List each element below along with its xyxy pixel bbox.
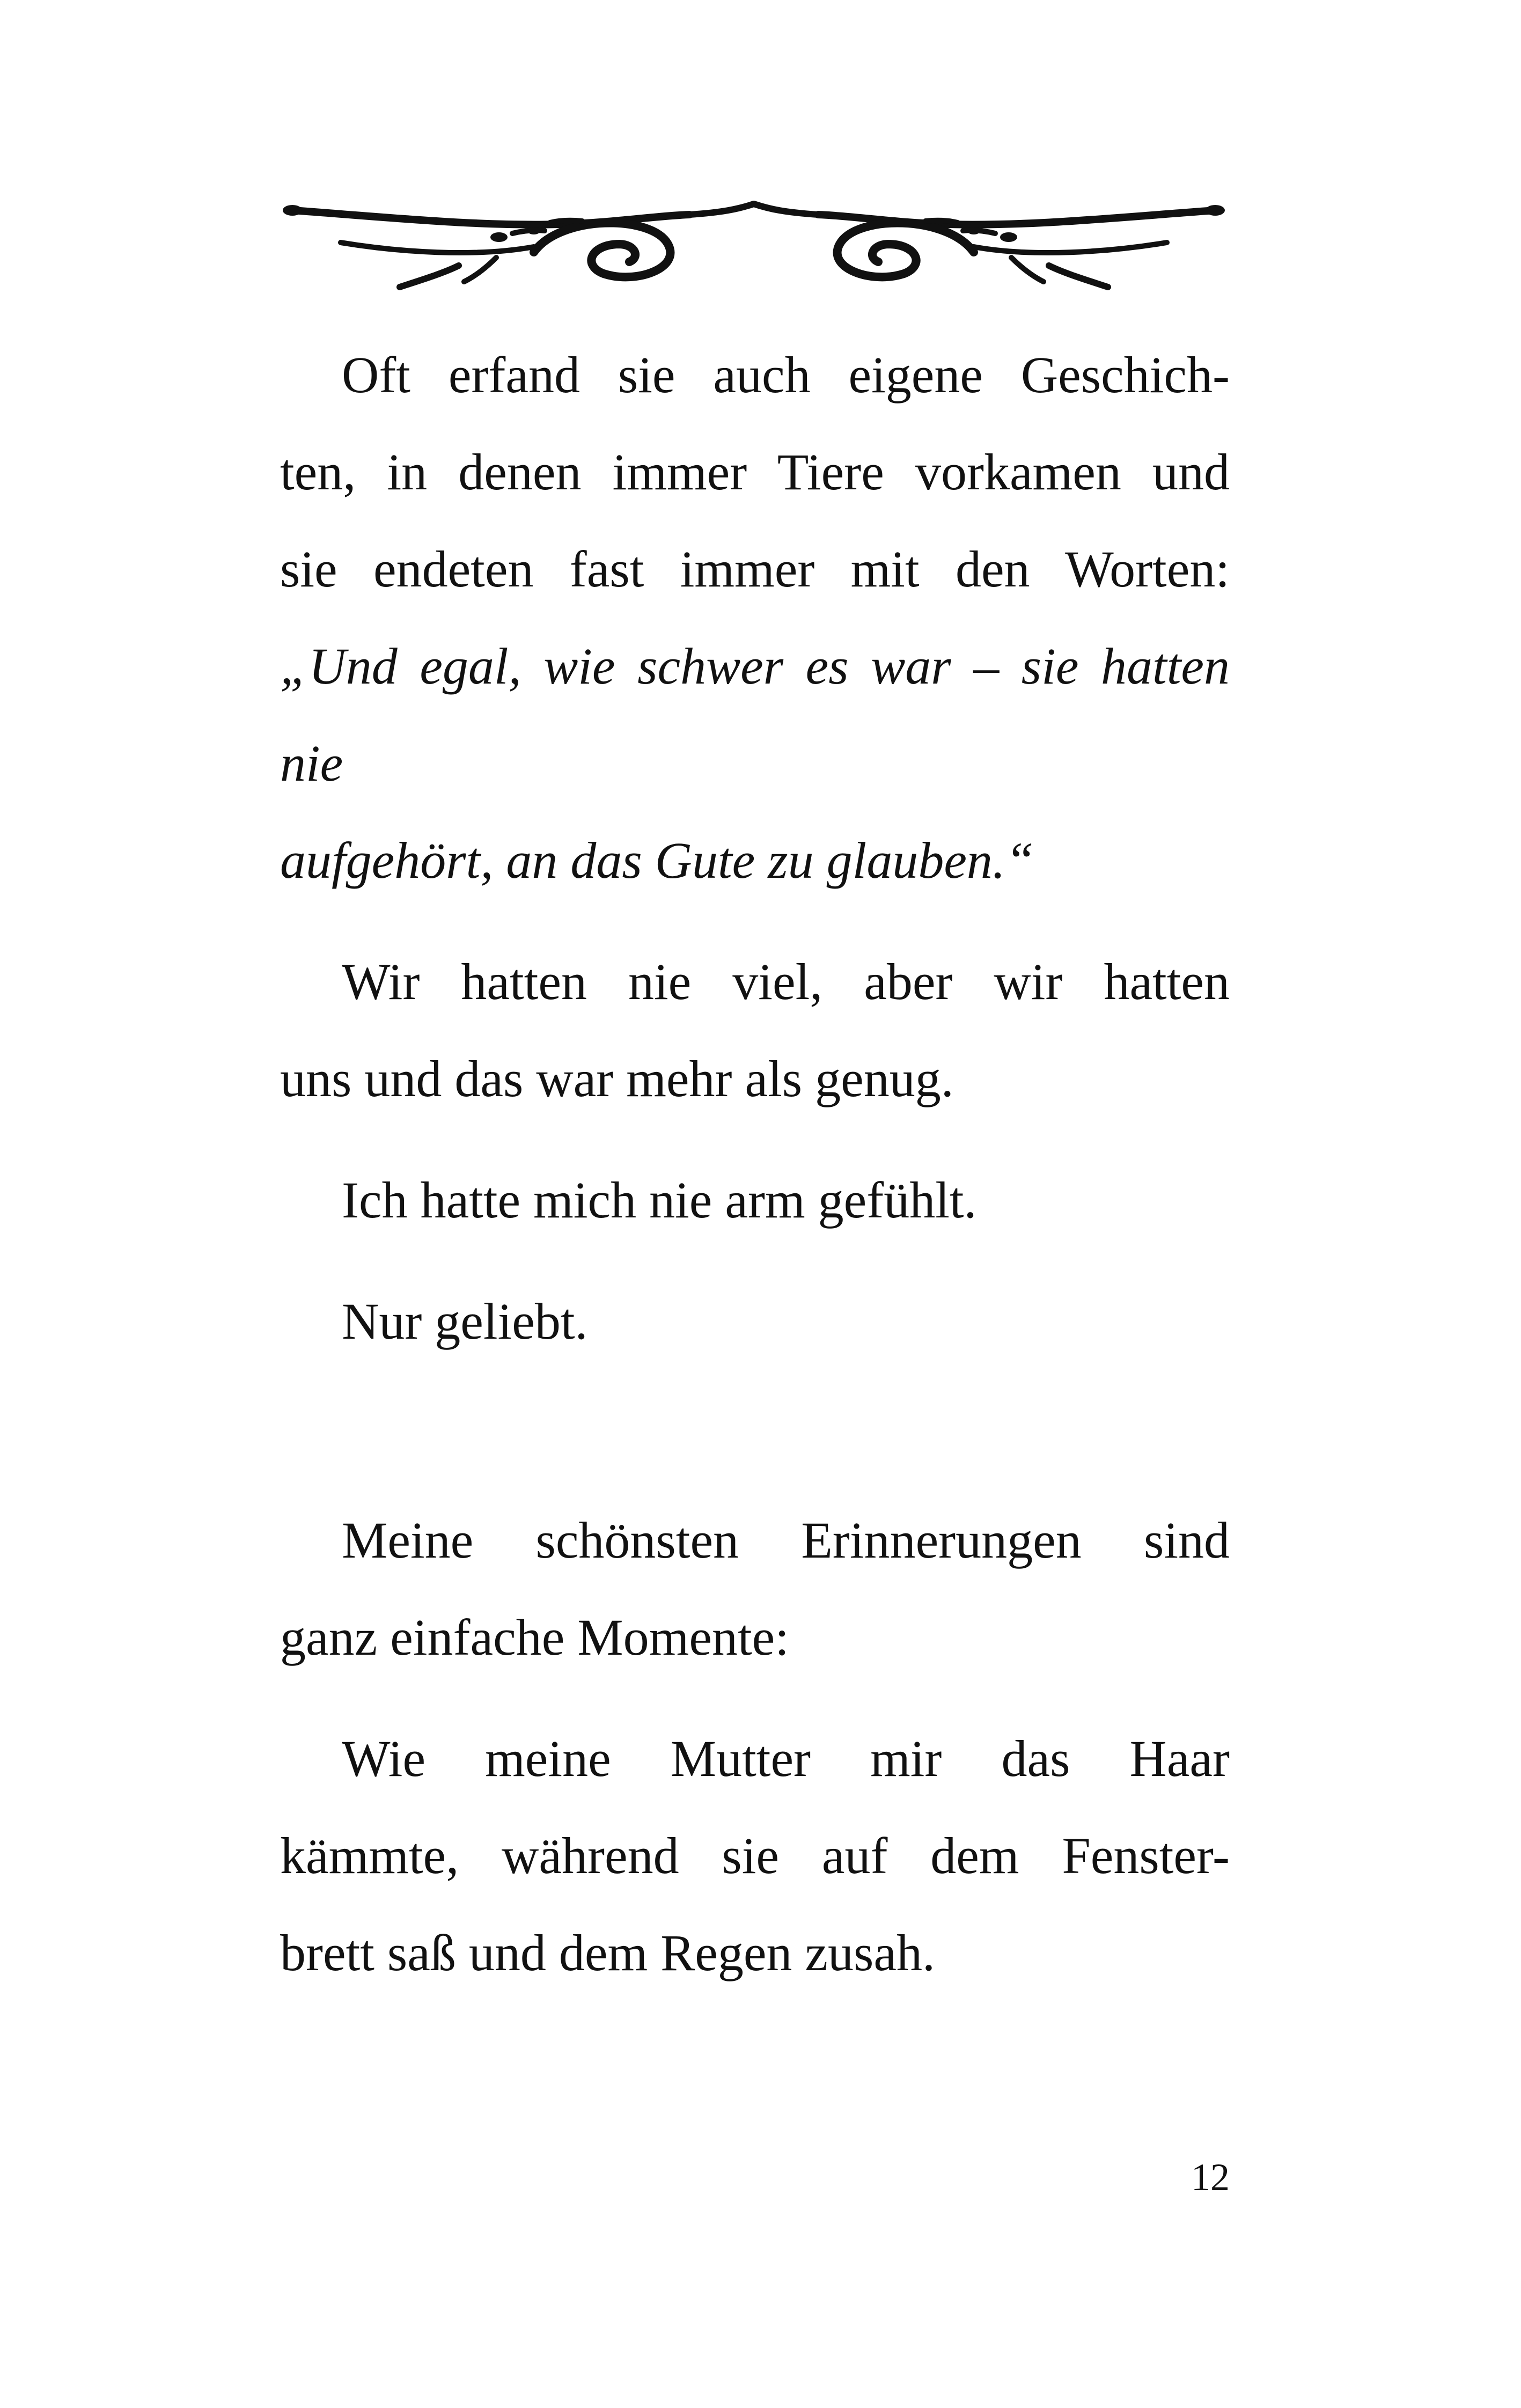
book-page-text — [280, 326, 1230, 2001]
page-number: 12 — [1191, 2156, 1230, 2199]
decorative-swirl-divider-icon — [282, 193, 1226, 295]
paragraph-never-poor — [280, 1151, 1230, 1249]
text-line: Wir hatten nie viel, aber wir hatten — [342, 953, 1230, 1010]
text-line: uns und das war mehr als genug. — [280, 1050, 954, 1107]
quote-line: „Und egal, wie schwer es war – sie hatten nie — [280, 637, 1230, 792]
paragraph-stories — [280, 326, 1230, 909]
text-line: Nur geliebt. — [342, 1293, 588, 1350]
paragraph-mother-hair — [280, 1710, 1230, 2001]
text-line: Oft erfand sie auch eigene Geschich- — [342, 346, 1230, 403]
text-line: ganz einfache Momente: — [280, 1609, 789, 1666]
paragraph-not-much — [280, 933, 1230, 1127]
text-line: brett saß und dem Regen zusah. — [280, 1924, 935, 1981]
text-line: Meine schönsten Erinnerungen sind — [342, 1511, 1230, 1569]
quote-line: aufgehört, an das Gute zu glauben.“ — [280, 832, 1034, 889]
paragraph-only-loved — [280, 1273, 1230, 1370]
text-line: Ich hatte mich nie arm gefühlt. — [342, 1171, 977, 1229]
text-line: ten, in denen immer Tiere vorkamen und — [280, 443, 1230, 501]
text-line: sie endeten fast immer mit den Worten: — [280, 540, 1230, 598]
text-line: kämmte, während sie auf dem Fenster- — [280, 1827, 1230, 1884]
text-line: Wie meine Mutter mir das Haar — [342, 1730, 1230, 1787]
paragraph-memories — [280, 1492, 1230, 1686]
